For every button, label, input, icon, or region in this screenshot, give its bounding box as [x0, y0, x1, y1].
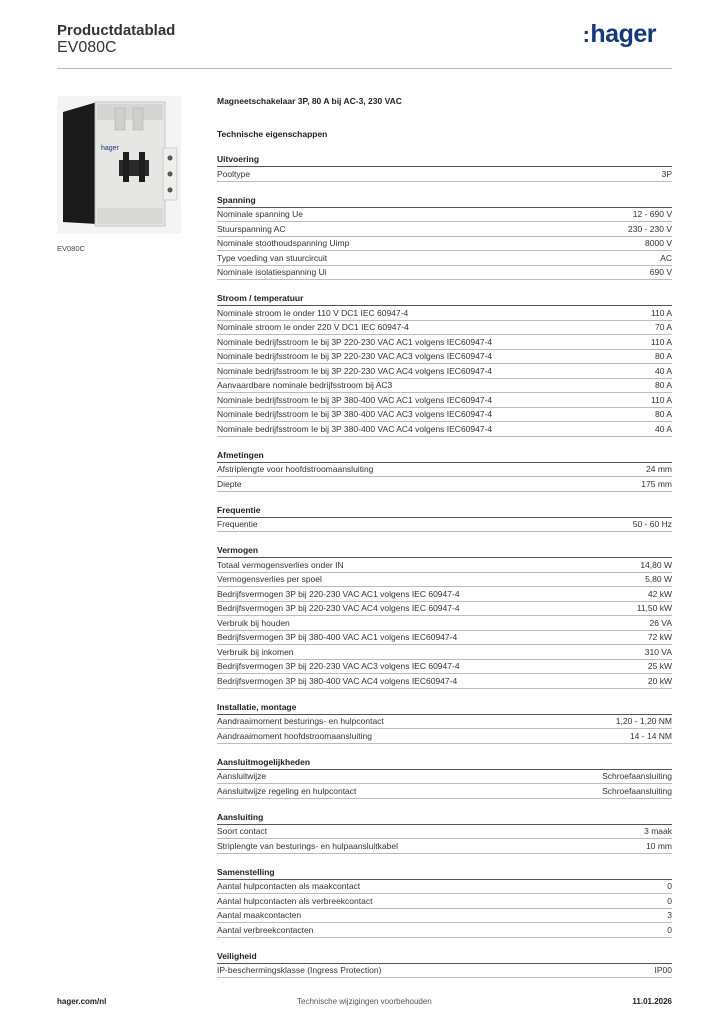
section-heading: Veiligheid	[217, 951, 672, 964]
spec-label: Nominale spanning Ue	[217, 209, 303, 220]
spec-row	[217, 784, 672, 799]
spec-row	[217, 463, 672, 478]
spec-label: Diepte	[217, 478, 242, 489]
spec-label: Aandraaimoment besturings- en hulpcontact	[217, 716, 384, 727]
technical-properties-title: Technische eigenschappen	[217, 129, 328, 139]
spec-label: Frequentie	[217, 519, 258, 530]
spec-label: Bedrijfsvermogen 3P bij 220-230 VAC AC1 volgens IEC 60947-4	[217, 588, 460, 599]
spec-row	[217, 379, 672, 394]
spec-label: Bedrijfsvermogen 3P bij 220-230 VAC AC4 volgens IEC 60947-4	[217, 603, 460, 614]
spec-label: Verbruik bij houden	[217, 617, 290, 628]
spec-row	[217, 518, 672, 533]
section-heading: Frequentie	[217, 505, 672, 518]
spec-label: Bedrijfsvermogen 3P bij 380-400 VAC AC1 volgens IEC60947-4	[217, 632, 458, 643]
spec-label: Aantal verbreekcontacten	[217, 924, 314, 935]
footer-notice: Technische wijzigingen voorbehouden	[297, 997, 432, 1006]
spec-label: Aantal hulpcontacten als verbreekcontact	[217, 895, 373, 906]
spec-row	[217, 616, 672, 631]
page-footer	[57, 997, 672, 1009]
spec-row	[217, 335, 672, 350]
spec-row	[217, 770, 672, 785]
spec-label: Aantal maakcontacten	[217, 910, 302, 921]
spec-section	[217, 293, 672, 437]
spec-row	[217, 306, 672, 321]
spec-value: 310 VA	[644, 646, 672, 657]
spec-value: 50 - 60 Hz	[632, 519, 672, 530]
spec-value: 26 VA	[649, 617, 672, 628]
spec-section	[217, 757, 672, 799]
spec-value: 5,80 W	[645, 574, 672, 585]
spec-row	[217, 350, 672, 365]
spec-value: 14,80 W	[640, 559, 672, 570]
spec-value: 3	[667, 910, 672, 921]
spec-value: 230 - 230 V	[628, 223, 672, 234]
product-photo	[57, 96, 181, 234]
spec-value: 42 kW	[647, 588, 672, 599]
spec-row	[217, 674, 672, 689]
spec-label: Nominale bedrijfsstroom Ie bij 3P 380-400 VAC AC3 volgens IEC60947-4	[217, 409, 493, 420]
spec-row	[217, 266, 672, 281]
spec-row	[217, 660, 672, 675]
spec-label: IP-beschermingsklasse (Ingress Protection)	[217, 965, 382, 976]
spec-value: 72 kW	[647, 632, 672, 643]
spec-row	[217, 894, 672, 909]
spec-label: Pooltype	[217, 168, 251, 179]
spec-label: Totaal vermogensverlies onder IN	[217, 559, 344, 570]
spec-row	[217, 422, 672, 437]
spec-label: Type voeding van stuurcircuit	[217, 252, 328, 263]
spec-value: 24 mm	[646, 464, 672, 475]
spec-row	[217, 909, 672, 924]
spec-value: Schroefaansluiting	[602, 785, 672, 796]
spec-value: IP00	[654, 965, 672, 976]
section-heading: Vermogen	[217, 545, 672, 558]
spec-value: 40 A	[654, 365, 672, 376]
logo-text: hager	[590, 20, 656, 48]
spec-row	[217, 839, 672, 854]
spec-label: Nominale bedrijfsstroom Ie bij 3P 380-400 VAC AC4 volgens IEC60947-4	[217, 423, 493, 434]
spec-row	[217, 408, 672, 423]
spec-content	[217, 96, 672, 978]
product-title: Magneetschakelaar 3P, 80 A bij AC-3, 230 VAC	[217, 96, 402, 106]
spec-value: 8000 V	[645, 238, 672, 249]
spec-label: Nominale stroom Ie onder 110 V DC1 IEC 60947-4	[217, 307, 409, 318]
section-heading: Afmetingen	[217, 450, 672, 463]
spec-value: 0	[667, 881, 672, 892]
spec-value: 690 V	[649, 267, 672, 278]
spec-row	[217, 558, 672, 573]
spec-row	[217, 573, 672, 588]
spec-row	[217, 729, 672, 744]
spec-row	[217, 208, 672, 223]
spec-value: 80 A	[654, 380, 672, 391]
spec-value: 40 A	[654, 423, 672, 434]
spec-value: 110 A	[650, 307, 672, 318]
spec-value: 80 A	[654, 351, 672, 362]
spec-label: Nominale bedrijfsstroom Ie bij 3P 220-230 VAC AC3 volgens IEC60947-4	[217, 351, 493, 362]
hager-logo	[583, 20, 656, 49]
footer-website: hager.com/nl	[57, 997, 107, 1006]
spec-section	[217, 702, 672, 744]
spec-value: 110 A	[650, 394, 672, 405]
spec-row	[217, 645, 672, 660]
section-heading: Aansluiting	[217, 812, 672, 825]
section-heading: Spanning	[217, 195, 672, 208]
spec-row	[217, 321, 672, 336]
section-heading: Uitvoering	[217, 154, 672, 167]
spec-row	[217, 237, 672, 252]
section-heading: Samenstelling	[217, 867, 672, 880]
spec-label: Vermogensverlies per spoel	[217, 574, 322, 585]
spec-value: 175 mm	[641, 478, 672, 489]
spec-label: Aansluitwijze regeling en hulpcontact	[217, 785, 357, 796]
photo-caption: EV080C	[57, 244, 85, 253]
spec-row	[217, 964, 672, 979]
document-type: Productdatablad	[57, 22, 176, 39]
spec-value: 25 kW	[647, 661, 672, 672]
spec-row	[217, 587, 672, 602]
spec-value: 3P	[661, 168, 672, 179]
logo-dots: :	[582, 22, 590, 47]
section-heading: Stroom / temperatuur	[217, 293, 672, 306]
spec-value: 0	[667, 924, 672, 935]
spec-section	[217, 812, 672, 854]
spec-label: Afstriplengte voor hoofdstroomaansluiting	[217, 464, 374, 475]
spec-value: 14 - 14 NM	[629, 730, 672, 741]
spec-row	[217, 251, 672, 266]
spec-value: 20 kW	[647, 675, 672, 686]
spec-row	[217, 393, 672, 408]
spec-label: Stuurspanning AC	[217, 223, 286, 234]
spec-row	[217, 825, 672, 840]
spec-label: Nominale bedrijfsstroom Ie bij 3P 220-230 VAC AC4 volgens IEC60947-4	[217, 365, 493, 376]
spec-row	[217, 167, 672, 182]
spec-label: Soort contact	[217, 826, 268, 837]
product-code: EV080C	[57, 39, 117, 56]
spec-row	[217, 880, 672, 895]
spec-value: 0	[667, 895, 672, 906]
spec-value: 70 A	[654, 322, 672, 333]
spec-label: Bedrijfsvermogen 3P bij 380-400 VAC AC4 volgens IEC60947-4	[217, 675, 458, 686]
page-header	[57, 20, 672, 69]
spec-label: Aandraaimoment hoofdstroomaansluiting	[217, 730, 372, 741]
spec-label: Nominale bedrijfsstroom Ie bij 3P 380-400 VAC AC1 volgens IEC60947-4	[217, 394, 493, 405]
footer-date: 11.01.2026	[632, 997, 672, 1006]
spec-value: 10 mm	[646, 840, 672, 851]
spec-section	[217, 867, 672, 938]
spec-label: Nominale stroom Ie onder 220 V DC1 IEC 60947-4	[217, 322, 409, 333]
spec-section	[217, 951, 672, 979]
spec-label: Striplengte van besturings- en hulpaansluitkabel	[217, 840, 398, 851]
spec-row	[217, 923, 672, 938]
spec-section	[217, 545, 672, 689]
spec-row	[217, 715, 672, 730]
spec-row	[217, 222, 672, 237]
spec-value: 12 - 690 V	[632, 209, 672, 220]
spec-label: Aanvaardbare nominale bedrijfsstroom bij AC3	[217, 380, 393, 391]
spec-label: Nominale stoothoudspanning Uimp	[217, 238, 350, 249]
spec-sections	[217, 154, 672, 978]
spec-row	[217, 477, 672, 492]
spec-label: Nominale isolatiespanning Ui	[217, 267, 327, 278]
spec-section	[217, 450, 672, 492]
section-heading: Aansluitmogelijkheden	[217, 757, 672, 770]
spec-label: Aansluitwijze	[217, 771, 267, 782]
spec-value: Schroefaansluiting	[602, 771, 672, 782]
spec-value: 11,50 kW	[636, 603, 672, 614]
spec-section	[217, 505, 672, 533]
spec-section	[217, 195, 672, 281]
spec-row	[217, 364, 672, 379]
spec-value: 110 A	[650, 336, 672, 347]
device-brand-label: hager	[101, 145, 119, 152]
spec-row	[217, 602, 672, 617]
spec-label: Verbruik bij inkomen	[217, 646, 294, 657]
spec-label: Nominale bedrijfsstroom Ie bij 3P 220-230 VAC AC1 volgens IEC60947-4	[217, 336, 493, 347]
spec-value: 3 maak	[644, 826, 672, 837]
spec-value: 1,20 - 1,20 NM	[615, 716, 672, 727]
spec-label: Bedrijfsvermogen 3P bij 220-230 VAC AC3 volgens IEC 60947-4	[217, 661, 460, 672]
spec-value: 80 A	[654, 409, 672, 420]
spec-section	[217, 154, 672, 182]
section-heading: Installatie, montage	[217, 702, 672, 715]
spec-value: AC	[660, 252, 672, 263]
spec-label: Aantal hulpcontacten als maakcontact	[217, 881, 361, 892]
spec-row	[217, 631, 672, 646]
